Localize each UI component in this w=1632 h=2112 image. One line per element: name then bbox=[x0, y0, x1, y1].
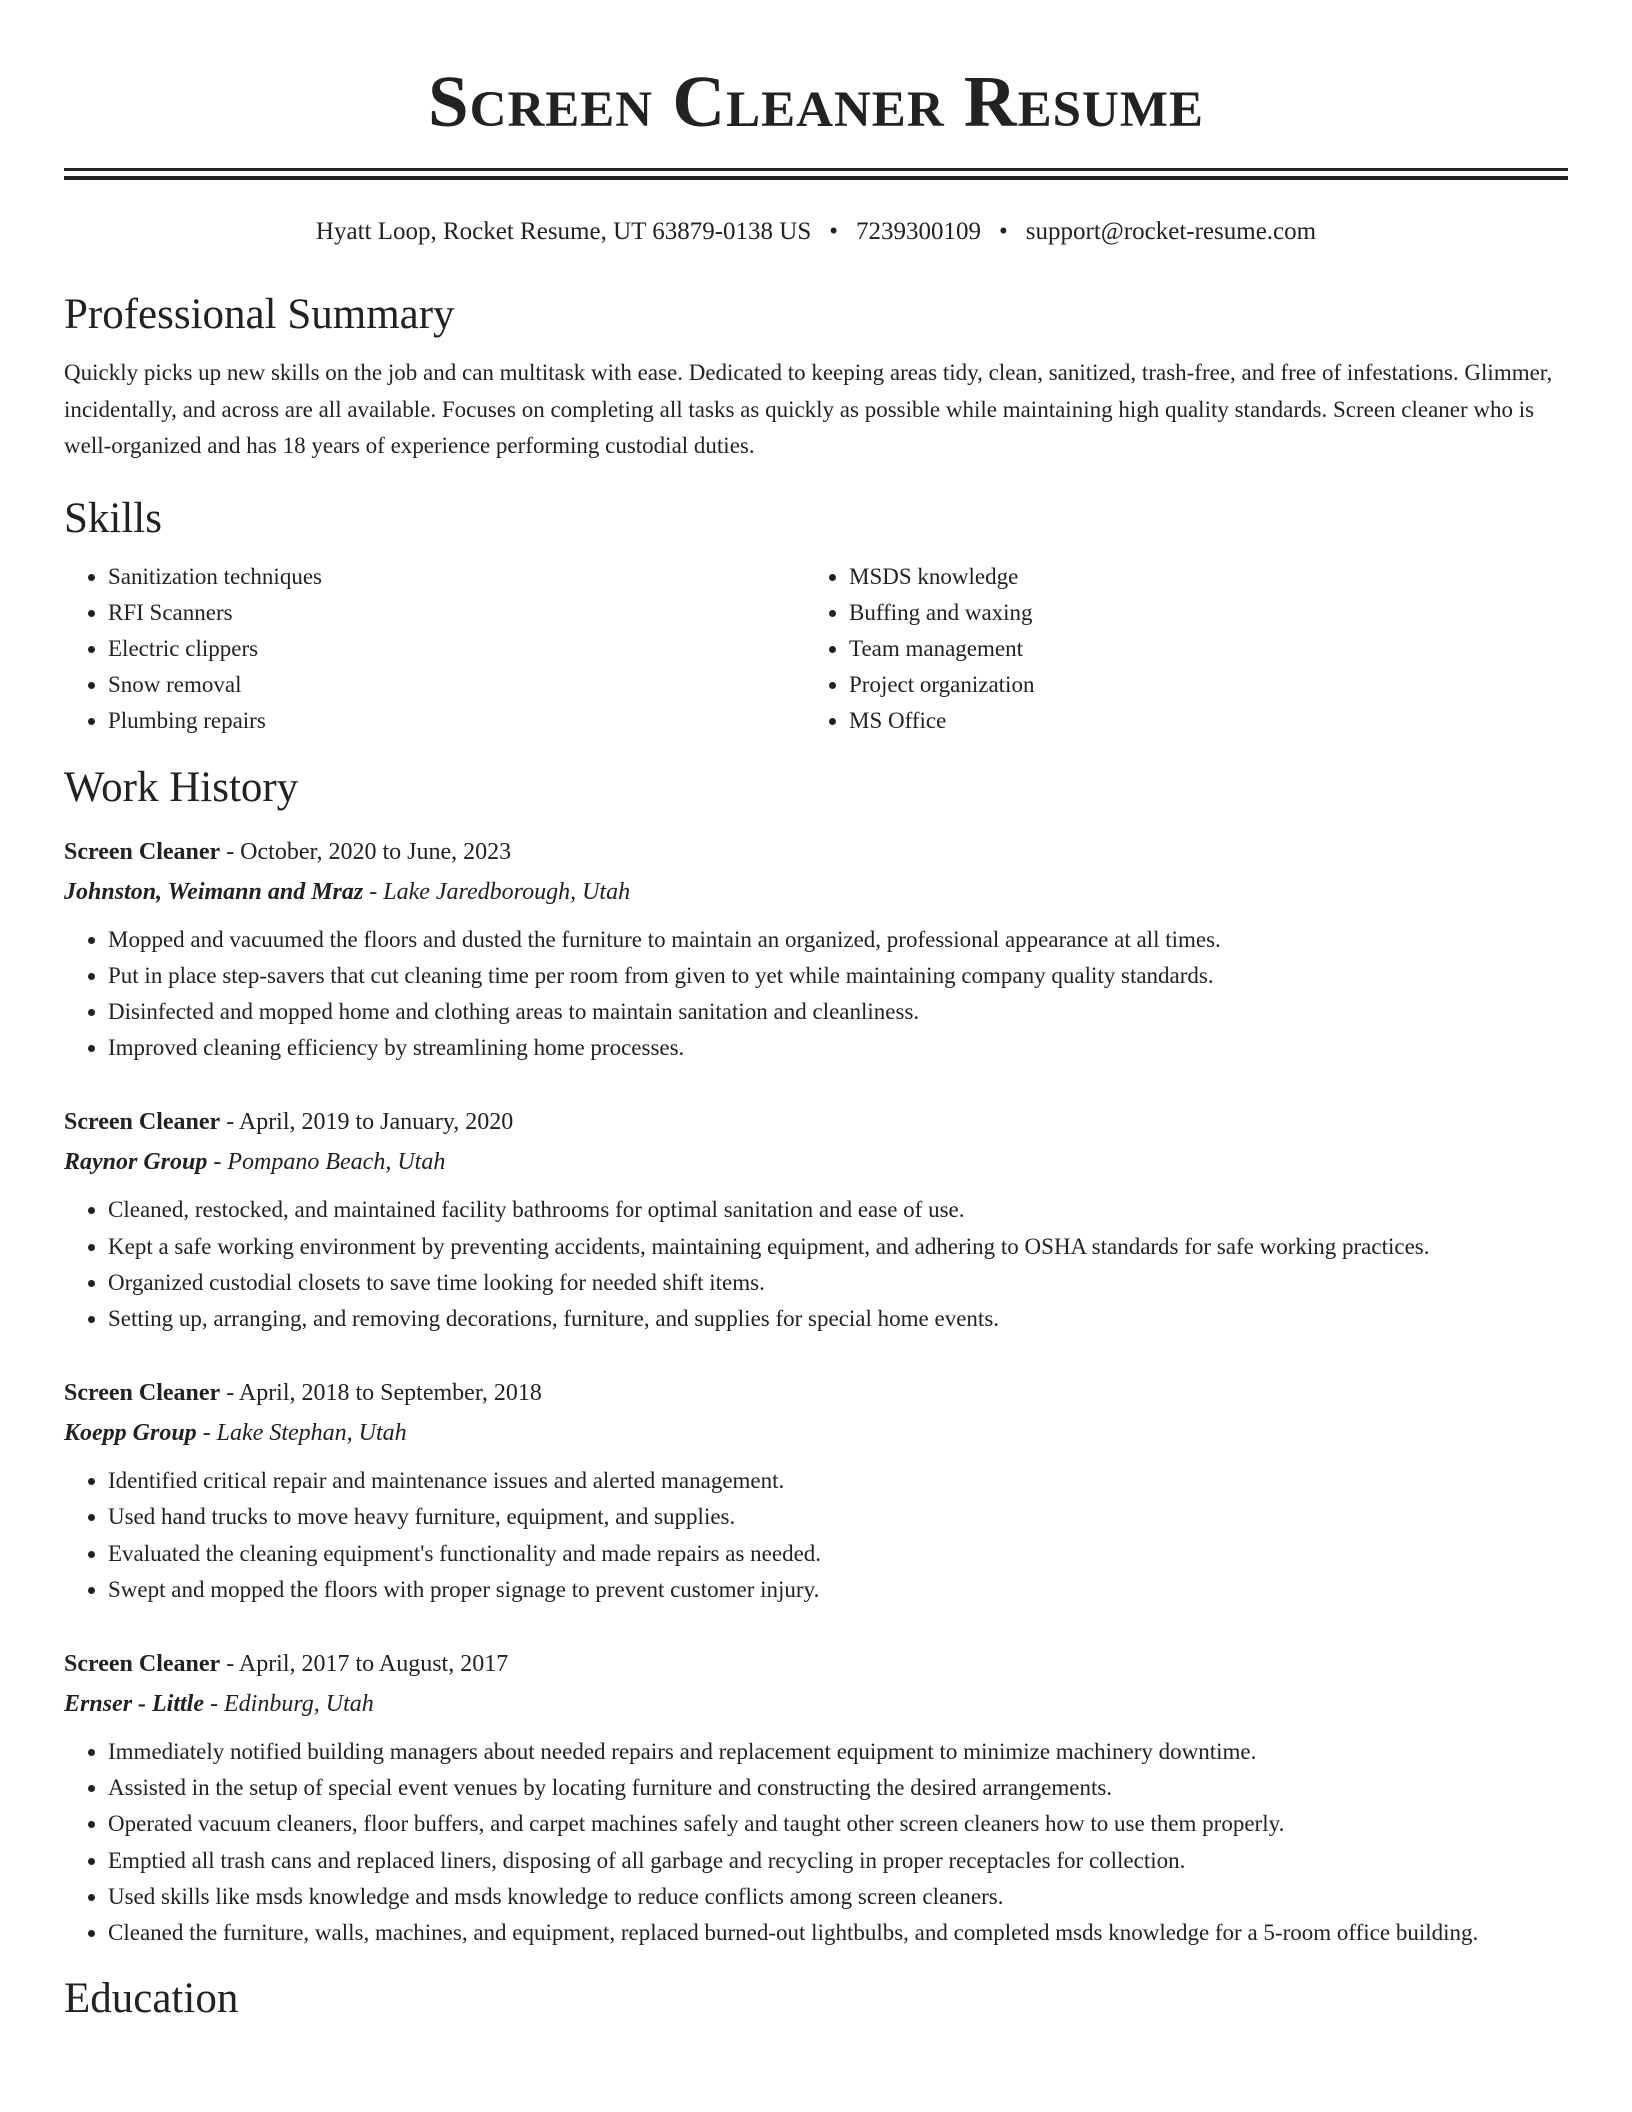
job-employer bbox=[64, 872, 1568, 912]
job-bullets bbox=[64, 1192, 1568, 1337]
job-bullet: • Setting up, arranging, and removing decorations, furniture, and supplies for special home events. bbox=[108, 1301, 1568, 1337]
job-dates: - April, 2018 to September, 2018 bbox=[220, 1380, 542, 1407]
job-company: Koepp Group bbox=[64, 1420, 197, 1447]
skills-column-left bbox=[64, 559, 805, 740]
job-title: Screen Cleaner bbox=[64, 1109, 221, 1136]
skill-item: • Plumbing repairs bbox=[108, 703, 805, 739]
job-company: Johnston, Weimann and Mraz bbox=[64, 878, 364, 905]
skill-item: • Team management bbox=[849, 631, 1546, 667]
job-bullet: • Used hand trucks to move heavy furniture, equipment, and supplies. bbox=[108, 1499, 1568, 1535]
education-heading: Education bbox=[64, 1975, 239, 2023]
skill-item: • Buffing and waxing bbox=[849, 595, 1546, 631]
job-bullets bbox=[64, 1734, 1568, 1951]
job-bullet: • Evaluated the cleaning equipment's functionality and made repairs as needed. bbox=[108, 1536, 1568, 1572]
skill-item: • MSDS knowledge bbox=[849, 559, 1546, 595]
job-dates: - April, 2019 to January, 2020 bbox=[220, 1109, 514, 1136]
summary-text: Quickly picks up new skills on the job and can multitask with ease. Dedicated to keeping areas tidy, clean, sanitized, trash-free, and free of infestations. Glimmer, incidentally, and across are all available. Focuses on completing all tasks as quickly as possible while maintaining high quality standards. Screen cleaner who is well-organized and has 18 years of experience performing custodial duties. bbox=[64, 360, 1553, 458]
job-bullet: • Swept and mopped the floors with proper signage to prevent customer injury. bbox=[108, 1572, 1568, 1608]
job-bullets bbox=[64, 922, 1568, 1067]
job-entry bbox=[64, 1102, 1568, 1337]
job-location: - Edinburg, Utah bbox=[204, 1690, 374, 1717]
job-location: - Lake Jaredborough, Utah bbox=[363, 878, 631, 905]
skill-item: • RFI Scanners bbox=[108, 595, 805, 631]
job-bullet: • Cleaned the furniture, walls, machines, and equipment, replaced burned-out lightbulbs, and completed msds knowledge for a 5-room office building. bbox=[108, 1915, 1568, 1951]
job-title: Screen Cleaner bbox=[64, 1380, 221, 1407]
skill-item: • Project organization bbox=[849, 667, 1546, 703]
skill-item: • MS Office bbox=[849, 703, 1546, 739]
summary-heading: Professional Summary bbox=[64, 291, 455, 338]
job-bullet: • Disinfected and mopped home and clothing areas to maintain sanitation and cleanliness. bbox=[108, 994, 1568, 1030]
job-bullet: • Kept a safe working environment by preventing accidents, maintaining equipment, and adhering to OSHA standards for safe working practices. bbox=[108, 1229, 1568, 1265]
job-bullet: • Identified critical repair and maintenance issues and alerted management. bbox=[108, 1463, 1568, 1499]
contact-address: Hyatt Loop, Rocket Resume, UT 63879-0138 US bbox=[315, 218, 812, 245]
job-entry bbox=[64, 832, 1568, 1067]
contact-phone: 7239300109 bbox=[856, 218, 982, 245]
job-location: - Pompano Beach, Utah bbox=[207, 1149, 446, 1176]
page-title: Screen Cleaner Resume bbox=[428, 61, 1204, 142]
job-employer bbox=[64, 1684, 1568, 1724]
title-divider bbox=[64, 168, 1568, 180]
job-company: Raynor Group bbox=[64, 1149, 208, 1176]
skills-column-right bbox=[805, 559, 1546, 740]
job-bullet: • Assisted in the setup of special event venues by locating furniture and constructing the desired arrangements. bbox=[108, 1770, 1568, 1806]
job-entry bbox=[64, 1644, 1568, 1951]
job-company: Ernser - Little bbox=[64, 1690, 205, 1717]
contact-line bbox=[64, 215, 1568, 249]
skill-item: • Electric clippers bbox=[108, 631, 805, 667]
job-bullet: • Operated vacuum cleaners, floor buffers, and carpet machines safely and taught other screen cleaners how to use them properly. bbox=[108, 1806, 1568, 1842]
job-bullet: • Put in place step-savers that cut cleaning time per room from given to yet while maintaining company quality standards. bbox=[108, 958, 1568, 994]
job-title: Screen Cleaner bbox=[64, 838, 221, 865]
job-header bbox=[64, 1373, 1568, 1413]
contact-separator: • bbox=[999, 218, 1008, 245]
job-bullet: • Cleaned, restocked, and maintained facility bathrooms for optimal sanitation and ease of use. bbox=[108, 1192, 1568, 1228]
job-header bbox=[64, 832, 1568, 872]
job-employer bbox=[64, 1413, 1568, 1453]
job-employer bbox=[64, 1142, 1568, 1182]
job-bullet: • Immediately notified building managers about needed repairs and replacement equipment to minimize machinery downtime. bbox=[108, 1734, 1568, 1770]
job-location: - Lake Stephan, Utah bbox=[196, 1420, 407, 1447]
job-bullets bbox=[64, 1463, 1568, 1608]
contact-email: support@rocket-resume.com bbox=[1025, 218, 1317, 245]
job-bullet: • Organized custodial closets to save time looking for needed shift items. bbox=[108, 1265, 1568, 1301]
job-dates: - October, 2020 to June, 2023 bbox=[220, 838, 512, 865]
job-entry bbox=[64, 1373, 1568, 1608]
skill-item: • Sanitization techniques bbox=[108, 559, 805, 595]
job-bullet: • Improved cleaning efficiency by streamlining home processes. bbox=[108, 1030, 1568, 1066]
job-header bbox=[64, 1102, 1568, 1142]
work-history-heading: Work History bbox=[64, 763, 299, 811]
job-bullet: • Used skills like msds knowledge and msds knowledge to reduce conflicts among screen cleaners. bbox=[108, 1879, 1568, 1915]
job-bullet: • Emptied all trash cans and replaced liners, disposing of all garbage and recycling in proper receptacles for collection. bbox=[108, 1843, 1568, 1879]
skills-heading: Skills bbox=[64, 494, 162, 542]
skill-item: • Snow removal bbox=[108, 667, 805, 703]
job-title: Screen Cleaner bbox=[64, 1650, 221, 1677]
skills-list bbox=[64, 559, 1568, 740]
job-bullet: • Mopped and vacuumed the floors and dusted the furniture to maintain an organized, professional appearance at all times. bbox=[108, 922, 1568, 958]
job-dates: - April, 2017 to August, 2017 bbox=[220, 1650, 509, 1677]
contact-separator: • bbox=[829, 218, 839, 245]
job-header bbox=[64, 1644, 1568, 1684]
